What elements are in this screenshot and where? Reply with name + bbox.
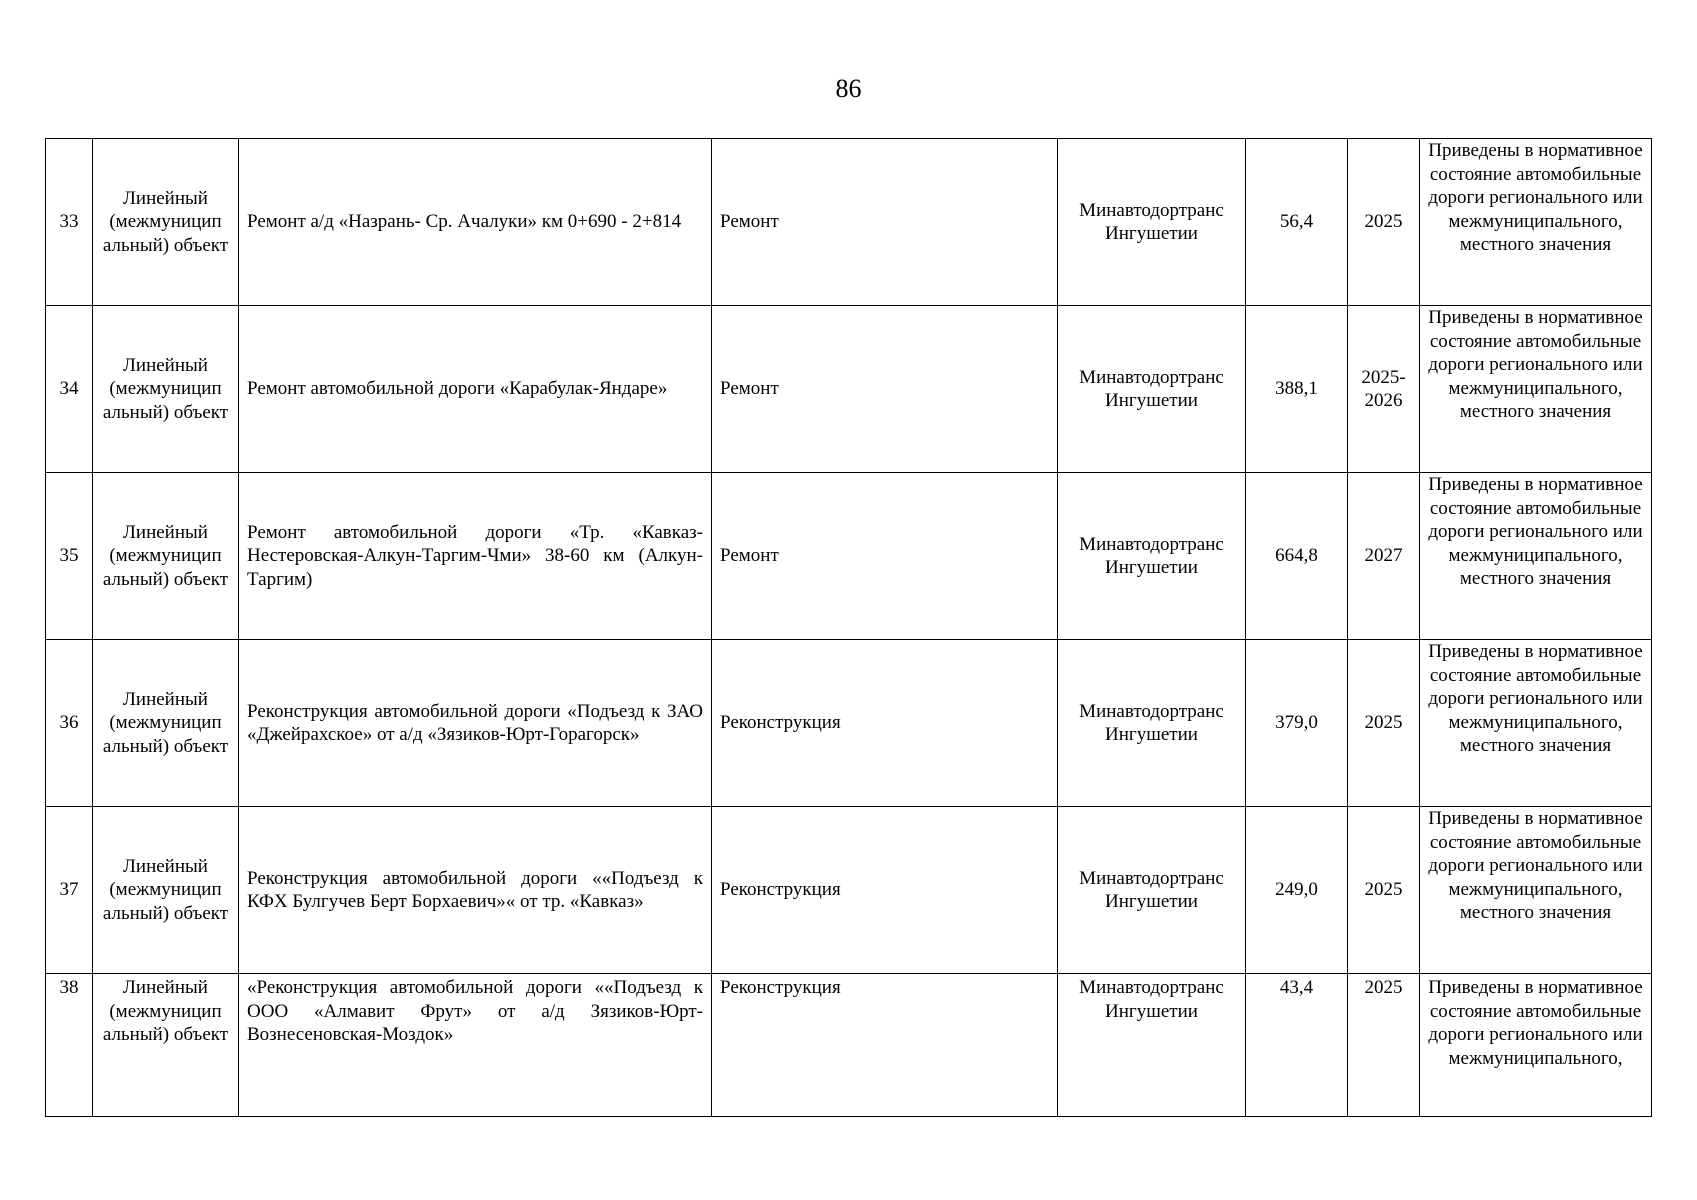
work-type-cell: Ремонт — [712, 306, 1058, 473]
responsible-org-cell: Минавтодортранс Ингушетии — [1058, 974, 1246, 1117]
result-cell: Приведены в нормативное состояние автомобильные дороги регионального или межмуниципального, местного значения — [1420, 306, 1652, 473]
object-name-cell: Ремонт автомобильной дороги «Карабулак-Яндаре» — [239, 306, 712, 473]
cost-cell: 664,8 — [1246, 473, 1348, 640]
table-row — [46, 306, 1652, 473]
year-cell: 2025-2026 — [1348, 306, 1420, 473]
page-number: 86 — [835, 74, 862, 103]
object-type-cell: Линейный (межмуницип альный) объект — [93, 473, 239, 640]
object-type-cell: Линейный (межмуницип альный) объект — [93, 640, 239, 807]
responsible-org-cell: Минавтодортранс Ингушетии — [1058, 807, 1246, 974]
year-cell: 2025 — [1348, 139, 1420, 306]
result-cell: Приведены в нормативное состояние автомобильные дороги регионального или межмуниципального, местного значения — [1420, 640, 1652, 807]
cost-cell: 249,0 — [1246, 807, 1348, 974]
row-number-cell: 38 — [46, 974, 93, 1117]
table-row — [46, 139, 1652, 306]
row-number-cell: 35 — [46, 473, 93, 640]
object-name-cell: Реконструкция автомобильной дороги ««Подъезд к КФХ Булгучев Берт Борхаевич»« от тр. «Кавказ» — [239, 807, 712, 974]
responsible-org-cell: Минавтодортранс Ингушетии — [1058, 640, 1246, 807]
object-name-cell: «Реконструкция автомобильной дороги ««Подъезд к ООО «Алмавит Фрут» от а/д Зязиков-Юрт-Вознесеновская-Моздок» — [239, 974, 712, 1117]
year-cell: 2027 — [1348, 473, 1420, 640]
result-cell: Приведены в нормативное состояние автомобильные дороги регионального или межмуниципального, — [1420, 974, 1652, 1117]
cost-cell: 388,1 — [1246, 306, 1348, 473]
object-name-cell: Ремонт автомобильной дороги «Тр. «Кавказ-Нестеровская-Алкун-Таргим-Чми» 38-60 км (Алкун-Таргим) — [239, 473, 712, 640]
cost-cell: 56,4 — [1246, 139, 1348, 306]
result-cell: Приведены в нормативное состояние автомобильные дороги регионального или межмуниципального, местного значения — [1420, 139, 1652, 306]
work-type-cell: Реконструкция — [712, 974, 1058, 1117]
object-type-cell: Линейный (межмуницип альный) объект — [93, 306, 239, 473]
object-name-cell: Реконструкция автомобильной дороги «Подъезд к ЗАО «Джейрахское» от а/д «Зязиков-Юрт-Горагорск» — [239, 640, 712, 807]
work-type-cell: Реконструкция — [712, 640, 1058, 807]
work-type-cell: Ремонт — [712, 473, 1058, 640]
object-type-cell: Линейный (межмуницип альный) объект — [93, 807, 239, 974]
row-number-cell: 37 — [46, 807, 93, 974]
object-name-cell: Ремонт а/д «Назрань- Ср. Ачалуки» км 0+690 - 2+814 — [239, 139, 712, 306]
table-row — [46, 640, 1652, 807]
table-row — [46, 473, 1652, 640]
responsible-org-cell: Минавтодортранс Ингушетии — [1058, 139, 1246, 306]
work-type-cell: Реконструкция — [712, 807, 1058, 974]
object-type-cell: Линейный (межмуницип альный) объект — [93, 974, 239, 1117]
row-number-cell: 36 — [46, 640, 93, 807]
result-cell: Приведены в нормативное состояние автомобильные дороги регионального или межмуниципального, местного значения — [1420, 473, 1652, 640]
cost-cell: 43,4 — [1246, 974, 1348, 1117]
work-type-cell: Ремонт — [712, 139, 1058, 306]
row-number-cell: 34 — [46, 306, 93, 473]
year-cell: 2025 — [1348, 640, 1420, 807]
result-cell: Приведены в нормативное состояние автомобильные дороги регионального или межмуниципального, местного значения — [1420, 807, 1652, 974]
row-number-cell: 33 — [46, 139, 93, 306]
projects-table — [45, 138, 1652, 1117]
year-cell: 2025 — [1348, 807, 1420, 974]
year-cell: 2025 — [1348, 974, 1420, 1117]
table-row — [46, 807, 1652, 974]
responsible-org-cell: Минавтодортранс Ингушетии — [1058, 473, 1246, 640]
object-type-cell: Линейный (межмуницип альный) объект — [93, 139, 239, 306]
cost-cell: 379,0 — [1246, 640, 1348, 807]
table-row — [46, 974, 1652, 1117]
responsible-org-cell: Минавтодортранс Ингушетии — [1058, 306, 1246, 473]
